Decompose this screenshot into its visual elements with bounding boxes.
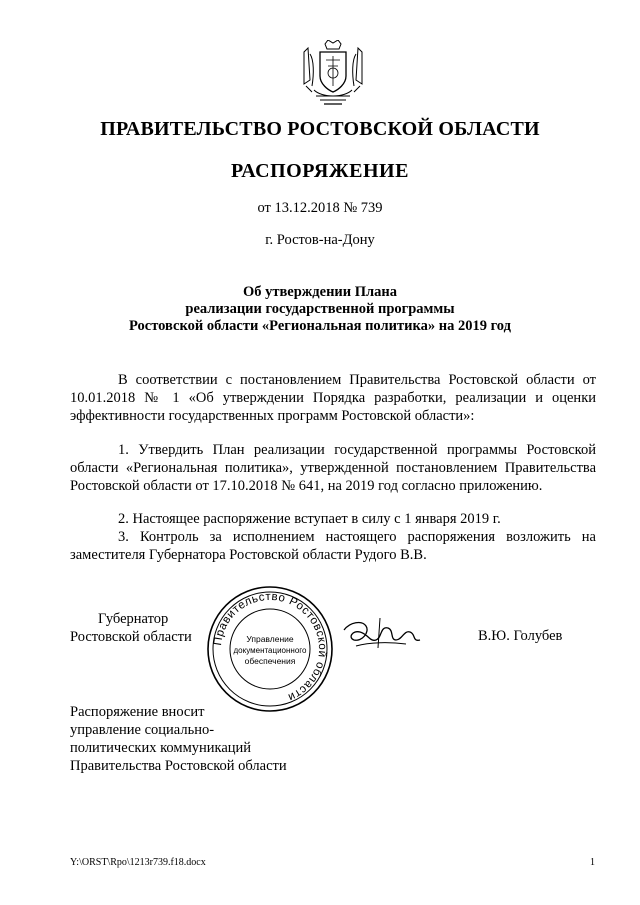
signatory-title-line: Ростовской области [70, 629, 192, 645]
official-seal-icon [205, 584, 335, 714]
submitted-by-line: Распоряжение вносит [70, 704, 205, 720]
seal-center-line: обеспечения [244, 656, 296, 666]
handwritten-signature-icon [340, 612, 424, 656]
submitted-by-line: политических коммуникаций [70, 740, 252, 756]
seal-center-line: Управление [246, 634, 294, 644]
seal-center-line: документационного [233, 646, 307, 655]
signatory-title-line: Губернатор [98, 611, 169, 627]
submitted-by-line: управление социально- [70, 722, 215, 738]
document-subject [0, 284, 640, 335]
organization-title: ПРАВИТЕЛЬСТВО РОСТОВСКОЙ ОБЛАСТИ [100, 118, 540, 140]
item-paragraph: 1. Утвердить План реализации государственной программы Ростовской области «Региональная политика», утвержденной постановлением Правительства Ростовской области от 17.10.2018 № 641, на 2019 год согласно приложению. [70, 442, 596, 494]
seal-ring-text: Правительство Ростовской области [211, 590, 329, 704]
submitted-by-note [70, 703, 287, 775]
subject-line: Ростовской области «Региональная политика» на 2019 год [129, 318, 511, 334]
document-city: г. Ростов-на-Дону [265, 232, 375, 248]
coat-of-arms-icon [298, 40, 368, 108]
subject-line: реализации государственной программы [185, 301, 455, 317]
preamble-paragraph: В соответствии с постановлением Правительства Ростовской области от 10.01.2018 № 1 «Об утверждении Порядка разработки, реализации и оценки эффективности государственных программ Ростовской области»: [70, 372, 596, 424]
footer-page-number: 1 [590, 857, 595, 868]
document-date-number: от 13.12.2018 № 739 [257, 200, 383, 216]
submitted-by-line: Правительства Ростовской области [70, 758, 287, 774]
document-type: РАСПОРЯЖЕНИЕ [231, 160, 409, 182]
item-paragraph: 2. Настоящее распоряжение вступает в силу с 1 января 2019 г. [118, 511, 501, 527]
signatory-name: В.Ю. Голубев [478, 628, 563, 644]
item-paragraph: 3. Контроль за исполнением настоящего распоряжения возложить на заместителя Губернатора Ростовской области Рудого В.В. [70, 529, 596, 563]
subject-line: Об утверждении Плана [242, 284, 398, 300]
signatory-title [70, 610, 200, 646]
footer-file-path: Y:\ORST\Rpo\1213r739.f18.docx [70, 857, 206, 868]
